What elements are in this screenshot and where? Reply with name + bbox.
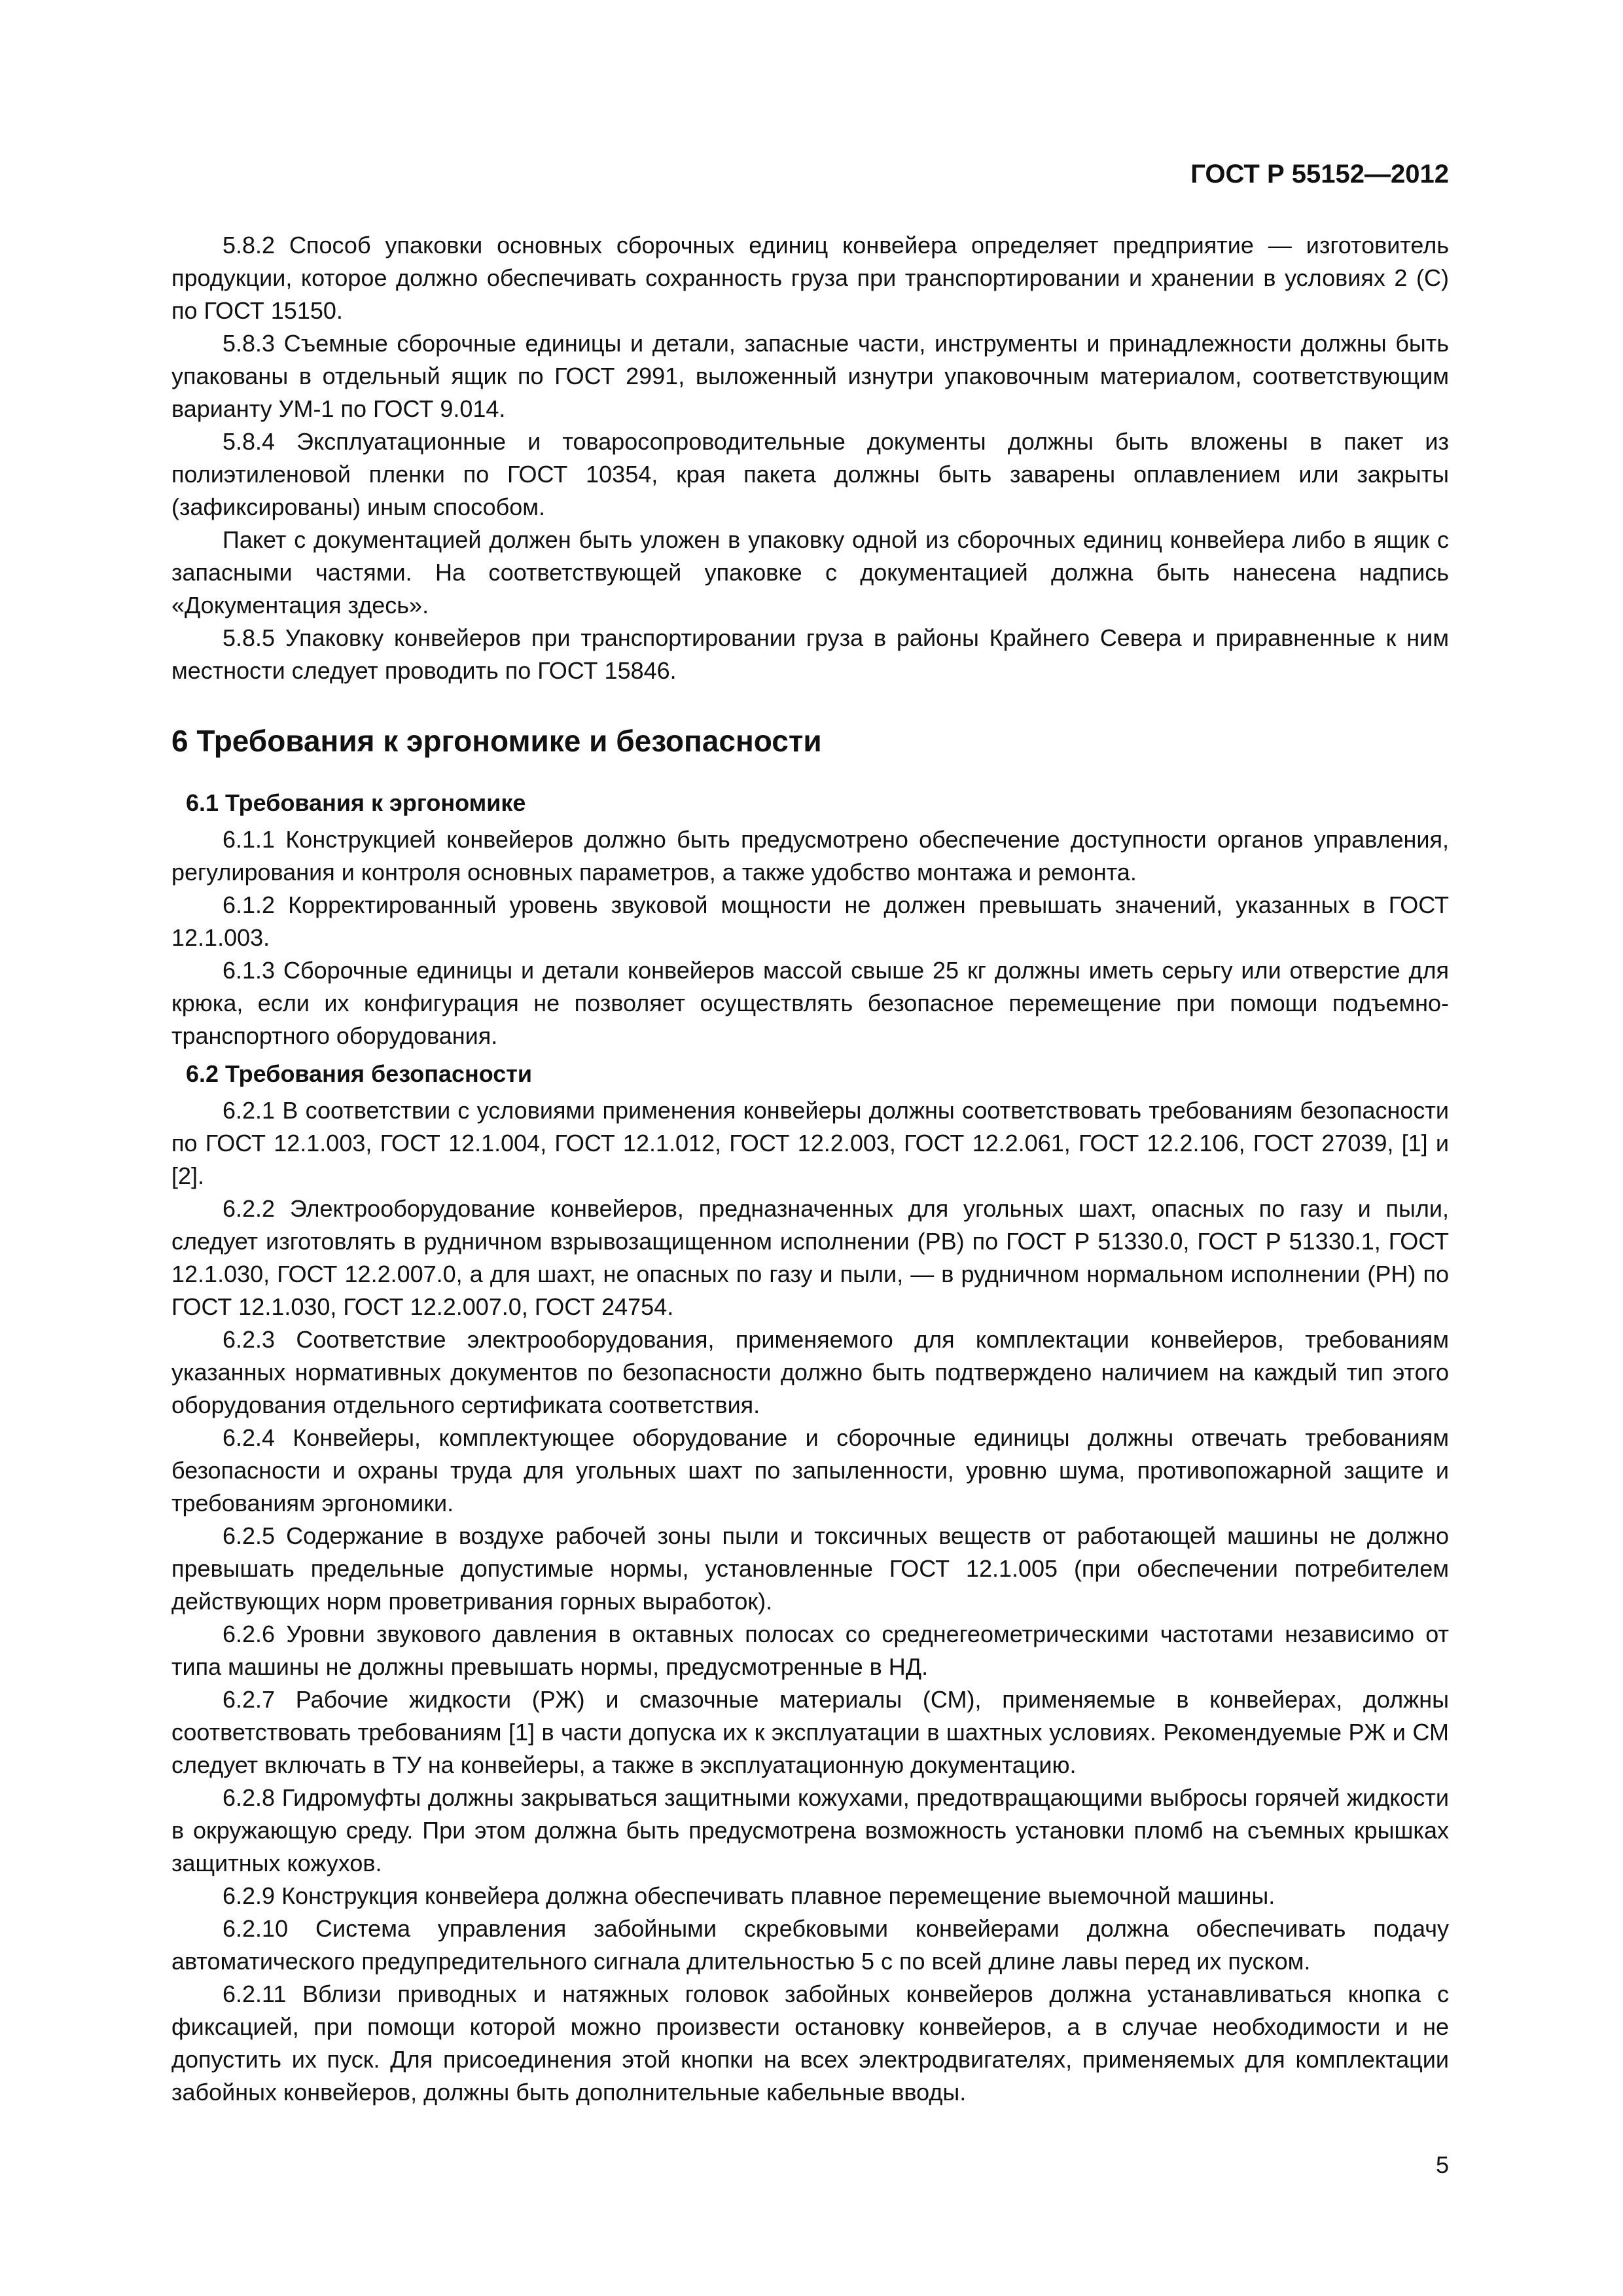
paragraph-5-8-5: 5.8.5 Упаковку конвейеров при транспортировании груза в районы Крайнего Севера и приравненные к ним местности следует проводить по ГОСТ 15846. <box>171 624 1449 684</box>
paragraph-6-2-10: 6.2.10 Система управления забойными скребковыми конвейерами должна обеспечивать подачу автоматического предупредительного сигнала длительностью 5 с по всей длине лавы перед их пуском. <box>171 1915 1449 1975</box>
paragraph-5-8-4-cont: Пакет с документацией должен быть уложен в упаковку одной из сборочных единиц конвейера либо в ящик с запасными частями. На соответствующей упаковке с документацией должна быть нанесена надпись «Документация здесь». <box>171 526 1449 619</box>
paragraph-6-1-2: 6.1.2 Корректированный уровень звуковой мощности не должен превышать значений, указанных в ГОСТ 12.1.003. <box>171 891 1449 951</box>
paragraph-6-1-1: 6.1.1 Конструкцией конвейеров должно быть предусмотрено обеспечение доступности органов управления, регулирования и контроля основных параметров, а также удобство монтажа и ремонта. <box>171 826 1449 886</box>
paragraph-6-2-4: 6.2.4 Конвейеры, комплектующее оборудование и сборочные единицы должны отвечать требованиям безопасности и охраны труда для угольных шахт по запыленности, уровню шума, противопожарной защите и требованиям эргономики. <box>171 1424 1449 1516</box>
paragraph-6-2-3: 6.2.3 Соответствие электрооборудования, применяемого для комплектации конвейеров, требованиям указанных нормативных документов по безопасности должно быть подтверждено наличием на каждый тип этого оборудования отдельного сертификата соответствия. <box>171 1326 1449 1418</box>
page-number: 5 <box>1435 2151 1449 2178</box>
section-6-heading: 6 Требования к эргономике и безопасности <box>171 724 822 758</box>
paragraph-6-2-7: 6.2.7 Рабочие жидкости (РЖ) и смазочные материалы (СМ), применяемые в конвейерах, должны соответствовать требованиям [1] в части допуска их к эксплуатации в шахтных условиях. Рекомендуемые РЖ и СМ следует включать в ТУ на конвейеры, а также в эксплуатационную документацию. <box>171 1686 1449 1778</box>
paragraph-6-2-11: 6.2.11 Вблизи приводных и натяжных головок забойных конвейеров должна устанавливаться кнопка с фиксацией, при помощи которой можно произвести остановку конвейеров, а в случае необходимости и не допустить их пуск. Для присоединения этой кнопки на всех электродвигателях, применяемых для комплектации забойных конвейеров, должны быть дополнительные кабельные вводы. <box>171 1981 1449 2106</box>
paragraph-5-8-4: 5.8.4 Эксплуатационные и товаросопроводительные документы должны быть вложены в пакет из полиэтиленовой пленки по ГОСТ 10354, края пакета должны быть заварены оплавлением или закрыты (зафиксированы) иным способом. <box>171 428 1449 520</box>
document-page <box>171 0 1449 2296</box>
paragraph-6-2-8: 6.2.8 Гидромуфты должны закрываться защитными кожухами, предотвращающими выбросы горячей жидкости в окружающую среду. При этом должна быть предусмотрена возможность установки пломб на съемных крышках защитных кожухов. <box>171 1784 1449 1876</box>
paragraph-5-8-2: 5.8.2 Способ упаковки основных сборочных единиц конвейера определяет предприятие — изготовитель продукции, которое должно обеспечивать сохранность груза при транспортировании и хранении в условиях 2 (С) по ГОСТ 15150. <box>171 232 1449 324</box>
paragraph-6-2-6: 6.2.6 Уровни звукового давления в октавных полосах со среднегеометрическими частотами независимо от типа машины не должны превышать нормы, предусмотренные в НД. <box>171 1621 1449 1680</box>
document-id-header: ГОСТ Р 55152—2012 <box>1190 160 1449 188</box>
paragraph-6-2-9: 6.2.9 Конструкция конвейера должна обеспечивать плавное перемещение выемочной машины. <box>223 1882 1275 1909</box>
paragraph-6-2-5: 6.2.5 Содержание в воздухе рабочей зоны пыли и токсичных веществ от работающей машины не должно превышать предельные допустимые нормы, установленные ГОСТ 12.1.005 (при обеспечении потребителем действующих норм проветривания горных выработок). <box>171 1522 1449 1615</box>
subsection-6-2-heading: 6.2 Требования безопасности <box>186 1060 533 1087</box>
paragraph-5-8-3: 5.8.3 Съемные сборочные единицы и детали, запасные части, инструменты и принадлежности должны быть упакованы в отдельный ящик по ГОСТ 2991, выложенный изнутри упаковочным материалом, соответствующим варианту УМ-1 по ГОСТ 9.014. <box>171 330 1449 422</box>
document-body <box>171 229 1449 2109</box>
paragraph-6-1-3: 6.1.3 Сборочные единицы и детали конвейеров массой свыше 25 кг должны иметь серьгу или отверстие для крюка, если их конфигурация не позволяет осуществлять безопасное перемещение при помощи подъемно-транспортного оборудования. <box>171 957 1449 1049</box>
paragraph-6-2-2: 6.2.2 Электрооборудование конвейеров, предназначенных для угольных шахт, опасных по газу и пыли, следует изготовлять в рудничном взрывозащищенном исполнении (PB) по ГОСТ Р 51330.0, ГОСТ Р 51330.1, ГОСТ 12.1.030, ГОСТ 12.2.007.0, а для шахт, не опасных по газу и пыли, — в рудничном нормальном исполнении (PH) по ГОСТ 12.1.030, ГОСТ 12.2.007.0, ГОСТ 24754. <box>171 1195 1449 1320</box>
subsection-6-1-heading: 6.1 Требования к эргономике <box>186 789 526 816</box>
paragraph-6-2-1: 6.2.1 В соответствии с условиями применения конвейеры должны соответствовать требованиям безопасности по ГОСТ 12.1.003, ГОСТ 12.1.004, ГОСТ 12.1.012, ГОСТ 12.2.003, ГОСТ 12.2.061, ГОСТ 12.2.106, ГОСТ 27039, [1] и [2]. <box>171 1097 1449 1189</box>
